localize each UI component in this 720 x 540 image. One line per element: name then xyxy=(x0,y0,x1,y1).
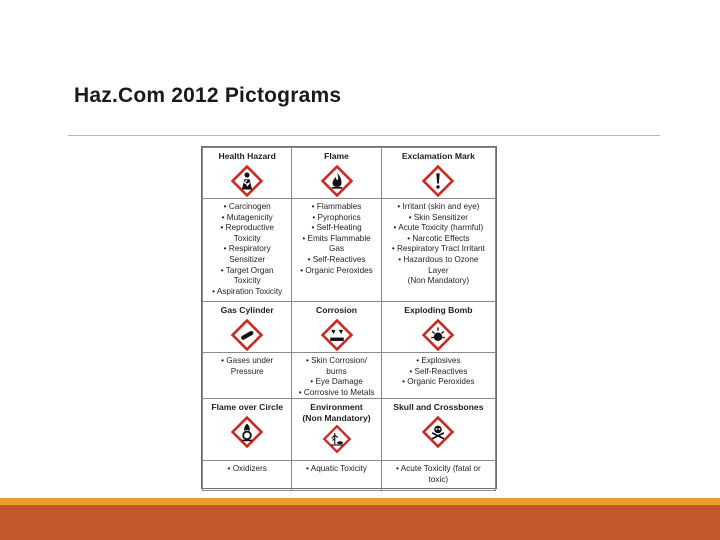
list-item: • Oxidizers xyxy=(227,464,267,474)
cell-exclamation-mark-list xyxy=(381,199,495,302)
list-item: • Target Organ xyxy=(220,265,274,275)
list-item: toxic) xyxy=(428,474,449,484)
list-item: • Eye Damage xyxy=(310,377,363,387)
list-item: • Reproductive xyxy=(220,223,274,233)
pictogram-table xyxy=(201,146,497,489)
header-label: Exploding Bomb xyxy=(404,305,473,315)
list-item: • Acute Toxicity (harmful) xyxy=(393,223,484,233)
gas-cylinder-icon xyxy=(230,318,264,352)
slide-title: Haz.Com 2012 Pictograms xyxy=(74,84,342,107)
list-item: • Respiratory xyxy=(223,244,271,254)
header-label: Corrosion xyxy=(316,305,358,315)
cell-flame-over-circle-list xyxy=(203,461,292,491)
list-item: • Organic Peroxides xyxy=(300,265,373,275)
footer-bar xyxy=(0,505,720,540)
cell-corrosion-list xyxy=(292,353,381,399)
cell-corrosion-header xyxy=(292,302,381,353)
list-item: Pressure xyxy=(230,366,264,376)
environment-icon xyxy=(322,424,352,454)
cell-skull-crossbones-header xyxy=(381,399,495,461)
header-label: Skull and Crossbones xyxy=(393,402,484,413)
title-divider xyxy=(68,135,660,136)
cell-environment-header xyxy=(292,399,381,461)
list-item: Layer xyxy=(428,265,449,275)
header-sublabel: (Non Mandatory) xyxy=(302,413,371,424)
list-item: • Self-Heating xyxy=(311,223,362,233)
cell-exploding-bomb-header xyxy=(381,302,495,353)
list-item: • Skin Corrosion/ xyxy=(305,356,368,365)
list-item: • Emits Flammable xyxy=(302,233,371,243)
list-item: • Self-Reactives xyxy=(307,254,366,264)
list-item: burns xyxy=(326,366,347,376)
header-label: Exclamation Mark xyxy=(401,151,475,161)
list-item: • Respiratory Tract Irritant xyxy=(391,244,485,254)
list-item: Sensitizer xyxy=(229,254,266,264)
header-label: Flame xyxy=(324,151,349,161)
list-item: • Skin Sensitizer xyxy=(408,212,468,222)
cell-exploding-bomb-list xyxy=(381,353,495,399)
list-item: • Mutagenicity xyxy=(221,212,273,222)
list-item: Gas xyxy=(329,244,345,254)
list-item: • Flammables xyxy=(311,202,362,211)
list-item: • Corrosive to Metals xyxy=(298,387,375,397)
list-item: • Narcotic Effects xyxy=(407,233,470,243)
cell-flame-list xyxy=(292,199,381,302)
exploding-bomb-icon xyxy=(421,318,455,352)
cell-gas-cylinder-header xyxy=(203,302,292,353)
cell-environment-list xyxy=(292,461,381,491)
cell-health-hazard-header xyxy=(203,148,292,199)
exclamation-mark-icon xyxy=(421,164,455,198)
list-item: • Irritant (skin and eye) xyxy=(397,202,480,211)
health-hazard-icon xyxy=(230,164,264,198)
skull-crossbones-icon xyxy=(421,415,455,449)
cell-exclamation-mark-header xyxy=(381,148,495,199)
list-item: • Aspiration Toxicity xyxy=(212,286,283,296)
list-item: • Pyrophorics xyxy=(312,212,361,222)
cell-gas-cylinder-list xyxy=(203,353,292,399)
list-item: Toxicity xyxy=(233,276,261,286)
footer-accent-stripe xyxy=(0,498,720,505)
flame-over-circle-icon xyxy=(230,415,264,449)
list-item: • Aquatic Toxicity xyxy=(306,464,368,474)
header-label: Health Hazard xyxy=(218,151,276,161)
list-item: • Carcinogen xyxy=(223,202,271,211)
cell-skull-crossbones-list xyxy=(381,461,495,491)
list-item: Toxicity xyxy=(233,233,261,243)
list-item: • Self-Reactives xyxy=(409,366,468,376)
list-item: • Acute Toxicity (fatal or xyxy=(396,464,481,474)
cell-health-hazard-list xyxy=(203,199,292,302)
flame-icon xyxy=(320,164,354,198)
cell-flame-over-circle-header xyxy=(203,399,292,461)
corrosion-icon xyxy=(320,318,354,352)
list-item: • Hazardous to Ozone xyxy=(398,254,479,264)
header-label: Environment xyxy=(310,402,363,413)
header-label: Flame over Circle xyxy=(211,402,283,413)
cell-flame-header xyxy=(292,148,381,199)
list-item: • Gases under xyxy=(221,356,274,365)
list-item: • Organic Peroxides xyxy=(402,377,475,387)
list-item: (Non Mandatory) xyxy=(407,276,470,286)
list-item: • Explosives xyxy=(416,356,461,365)
header-label: Gas Cylinder xyxy=(220,305,274,315)
